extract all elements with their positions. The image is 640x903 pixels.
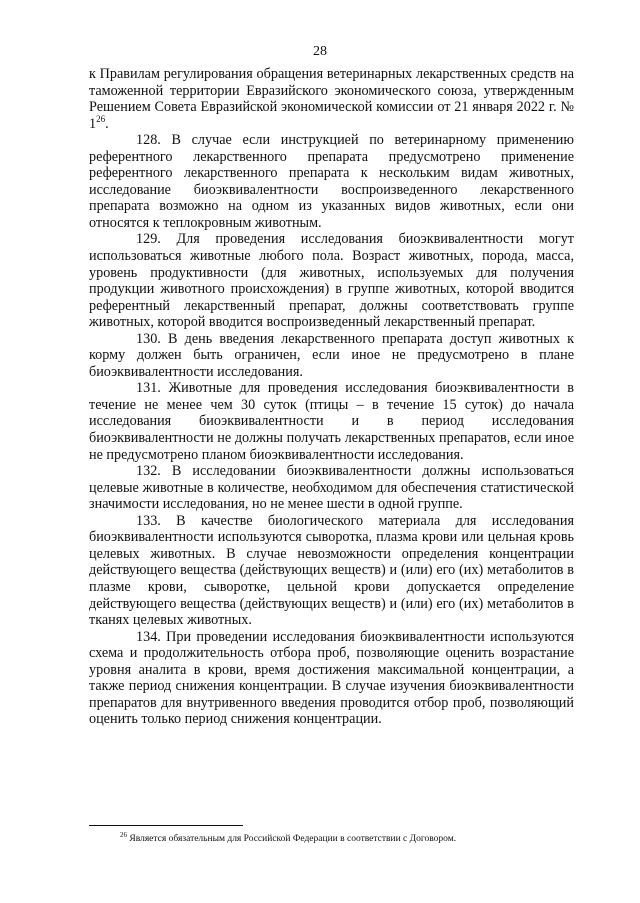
intro-tail: .	[105, 115, 109, 132]
footnote-number: 26	[120, 831, 127, 839]
paragraph-134: 134. При проведении исследования биоэквивалентности используются схема и продолжительность отбора проб, позволяющие оценить возрастание уровня аналита в крови, время достижения максимальной концентрации, а также период снижения концентрации. В случае изучения биоэквивалентности препаратов для внутривенного введения проводится отбор проб, позволяющий оценить только период снижения концентрации.	[89, 628, 574, 728]
body-text	[89, 66, 574, 728]
footnote-reference[interactable]: 26	[96, 113, 106, 124]
footnote-divider	[89, 825, 243, 826]
paragraph-133: 133. В качестве биологического материала для исследования биоэквивалентности используются сыворотка, плазма крови или цельная кровь целевых животных. В случае невозможности определения концентрации действующего вещества (действующих веществ) и (или) его (их) метаболитов в плазме крови, сыворотке, цельной крови допускается определение действующего вещества (действующих веществ) и (или) его (их) метаболитов в тканях целевых животных.	[89, 512, 574, 629]
intro-text: к Правилам регулирования обращения ветеринарных лекарственных средств на таможенной территории Евразийского экономического союза, утвержденным Решением Совета Евразийской экономической комиссии от 21 января 2022 г. № 1	[89, 66, 574, 132]
footnote-text: Является обязательным для Российской Федерации в соответствии с Договором.	[127, 834, 457, 844]
paragraph-130: 130. В день введения лекарственного препарата доступ животных к корму должен быть ограничен, если иное не предусмотрено в плане биоэквивалентности исследования.	[89, 330, 574, 380]
page-number: 28	[313, 44, 327, 59]
paragraph-129: 129. Для проведения исследования биоэквивалентности могут использоваться животные любого пола. Возраст животных, порода, масса, уровень продуктивности (для животных, используемых для получения продукции животного происхождения) в группе животных, которой вводится референтный лекарственный препарат, должны соответствовать группе животных, которой вводится воспроизведенный лекарственный препарат.	[89, 231, 574, 331]
paragraph-128: 128. В случае если инструкцией по ветеринарному применению референтного лекарственного препарата предусмотрено применение референтного лекарственного препарата к нескольким видам животных, исследование биоэквивалентности воспроизведенного лекарственного препарата возможно на одном из указанных видов животных, если они относятся к теплокровным животным.	[89, 132, 574, 231]
footnote	[120, 833, 590, 845]
intro-paragraph	[89, 66, 574, 132]
paragraph-131: 131. Животные для проведения исследования биоэквивалентности в течение не менее чем 30 суток (птицы – в течение 15 суток) до начала исследования биоэквивалентности и в период исследования биоэквивалентности не должны получать лекарственных препаратов, если иное не предусмотрено планом биоэквивалентности исследования.	[89, 380, 574, 463]
paragraph-132: 132. В исследовании биоэквивалентности должны использоваться целевые животные в количестве, необходимом для обеспечения статистической значимости исследования, но не менее шести в одной группе.	[89, 463, 574, 513]
